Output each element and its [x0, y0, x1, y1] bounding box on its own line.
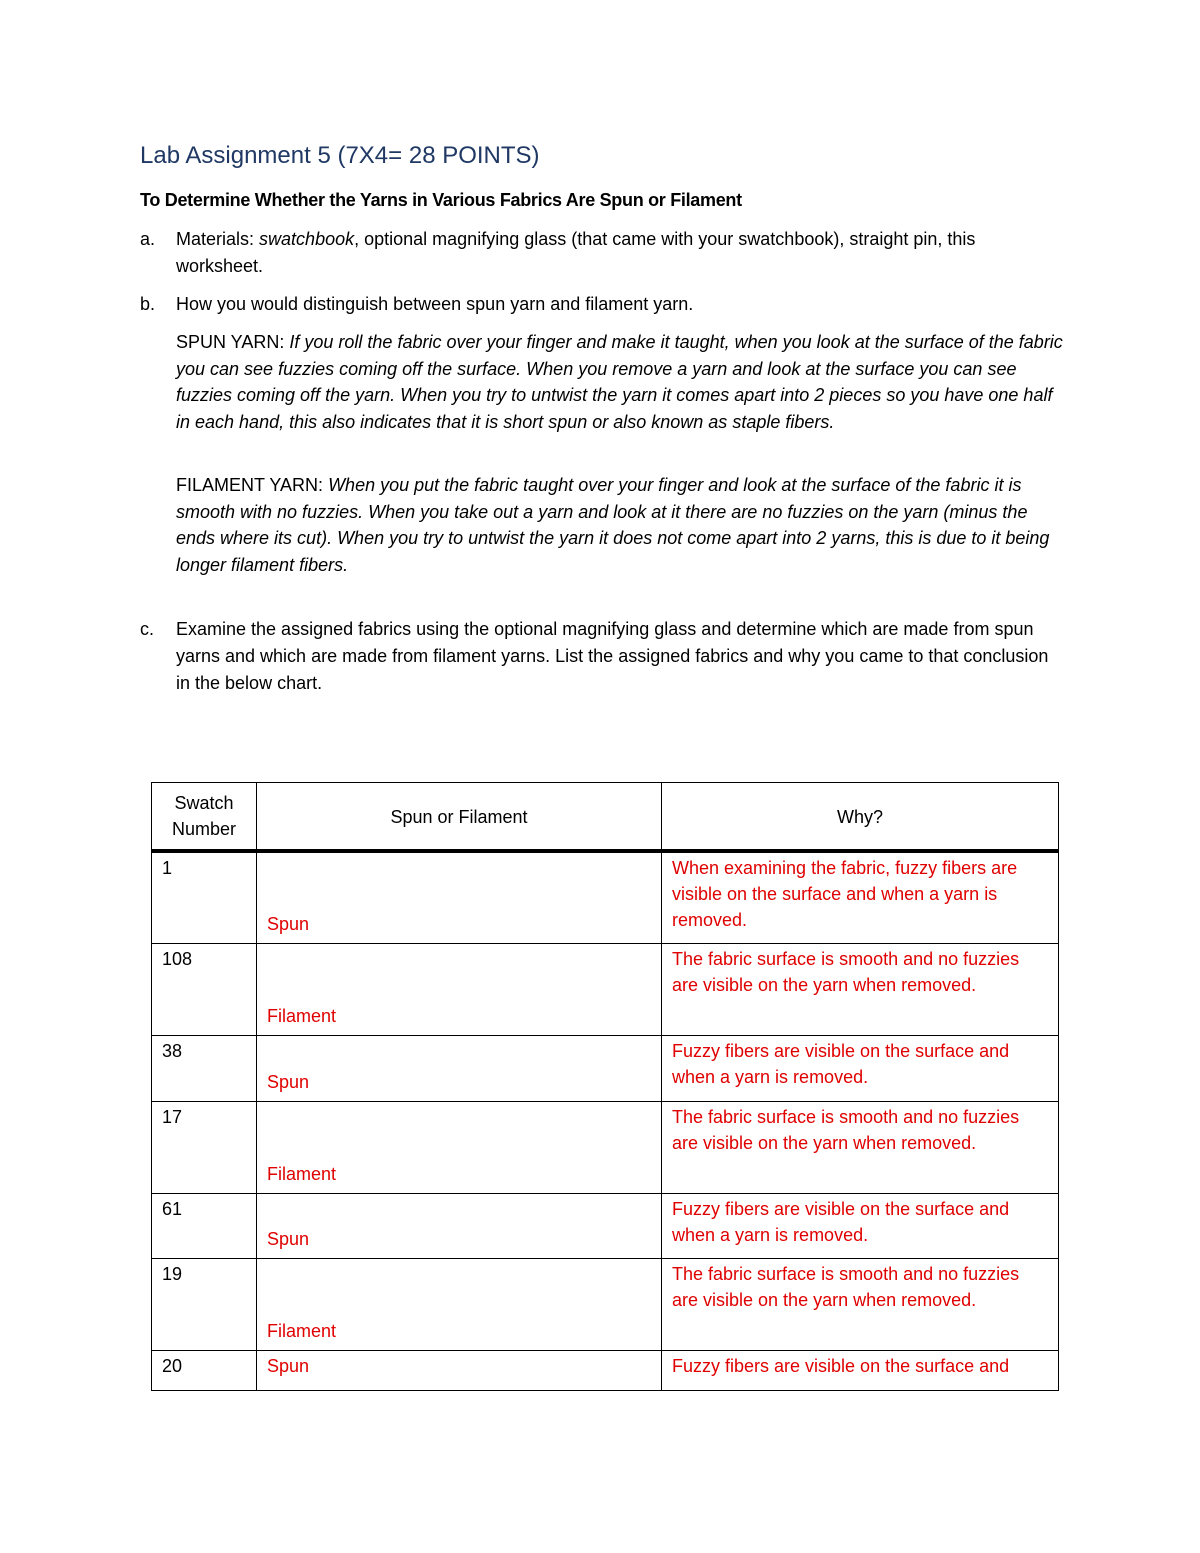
- swatch-number: 20: [152, 1350, 257, 1390]
- swatch-number: 17: [152, 1101, 257, 1193]
- materials-rest: , optional magnifying glass (that came with your swatchbook), straight pin, this worksheet.: [176, 229, 976, 276]
- list-marker: a.: [140, 229, 156, 249]
- list-item-text: [176, 226, 1060, 280]
- yarn-type: Spun: [267, 1228, 310, 1249]
- list-item-b: [140, 291, 1060, 318]
- reason: The fabric surface is smooth and no fuzzies are visible on the yarn when removed.: [662, 1101, 1059, 1193]
- header-why: Why?: [662, 783, 1059, 852]
- yarn-type: Spun: [257, 1350, 662, 1390]
- table-row: [152, 1101, 1059, 1193]
- list-item-text: Examine the assigned fabrics using the optional magnifying glass and determine which are made from spun yarns and which are made from filament yarns. List the assigned fabrics and why you came to that conclusion in the below chart.: [176, 619, 1049, 693]
- yarn-type: Filament: [267, 1005, 337, 1026]
- yarn-type-cell: [257, 851, 662, 943]
- table-row: [152, 1035, 1059, 1101]
- page-title: Lab Assignment 5 (7X4= 28 POINTS): [140, 142, 540, 169]
- list-marker: c.: [140, 619, 155, 639]
- reason: The fabric surface is smooth and no fuzzies are visible on the yarn when removed.: [662, 943, 1059, 1035]
- header-spun-or-filament: Spun or Filament: [257, 783, 662, 852]
- reason: Fuzzy fibers are visible on the surface and when a yarn is removed.: [662, 1193, 1059, 1258]
- yarn-type-cell: [257, 1193, 662, 1258]
- swatch-number: 61: [152, 1193, 257, 1258]
- table-row: [152, 1350, 1059, 1390]
- list-item-a: [140, 226, 1060, 280]
- yarn-type: Spun: [267, 1071, 310, 1092]
- swatch-number: 108: [152, 943, 257, 1035]
- yarn-type-cell: [257, 1035, 662, 1101]
- swatch-number: 38: [152, 1035, 257, 1101]
- table-header-row: [152, 783, 1059, 852]
- table-row: [152, 1258, 1059, 1350]
- filament-yarn-paragraph: [176, 472, 1066, 578]
- filament-yarn-label: FILAMENT YARN:: [176, 475, 324, 495]
- yarn-type: Filament: [267, 1320, 337, 1341]
- yarn-type: Filament: [267, 1163, 337, 1184]
- yarn-type-cell: [257, 1258, 662, 1350]
- header-swatch-number: Swatch Number: [152, 783, 257, 852]
- yarn-type-cell: [257, 1101, 662, 1193]
- swatch-number: 1: [152, 851, 257, 943]
- materials-label: Materials:: [176, 229, 255, 249]
- spun-yarn-label: SPUN YARN:: [176, 332, 285, 352]
- materials-emphasis: swatchbook: [259, 229, 355, 249]
- reason: The fabric surface is smooth and no fuzzies are visible on the yarn when removed.: [662, 1258, 1059, 1350]
- reason: When examining the fabric, fuzzy fibers are visible on the surface and when a yarn is removed.: [662, 851, 1059, 943]
- spun-yarn-paragraph: [176, 329, 1066, 435]
- yarn-type: Spun: [267, 913, 310, 934]
- list-marker: b.: [140, 294, 156, 314]
- yarn-type-cell: [257, 943, 662, 1035]
- list-item-text: How you would distinguish between spun yarn and filament yarn.: [176, 294, 694, 314]
- swatch-number: 19: [152, 1258, 257, 1350]
- table-row: [152, 943, 1059, 1035]
- swatch-chart-table: [151, 782, 1059, 1391]
- filament-yarn-text: When you put the fabric taught over your finger and look at the surface of the fabric it is smooth with no fuzzies. When you take out a yarn and look at it there are no fuzzies on the yarn (minus the ends where its cut). When you try to untwist the yarn it does not come apart into 2 yarns, this is due to it being longer filament fibers.: [176, 475, 1050, 575]
- spun-yarn-text: If you roll the fabric over your finger and make it taught, when you look at the surface of the fabric you can see fuzzies coming off the surface. When you remove a yarn and look at the surface you can see fuzzies coming off the yarn. When you try to untwist the yarn it comes apart into 2 pieces so you have one half in each hand, this also indicates that it is short spun or also known as staple fibers.: [176, 332, 1063, 432]
- page-subtitle: To Determine Whether the Yarns in Various Fabrics Are Spun or Filament: [140, 190, 742, 210]
- reason: Fuzzy fibers are visible on the surface and when a yarn is removed.: [662, 1035, 1059, 1101]
- reason: Fuzzy fibers are visible on the surface and: [662, 1350, 1059, 1390]
- table-row: [152, 1193, 1059, 1258]
- table-row: [152, 851, 1059, 943]
- list-item-c: [140, 616, 1060, 697]
